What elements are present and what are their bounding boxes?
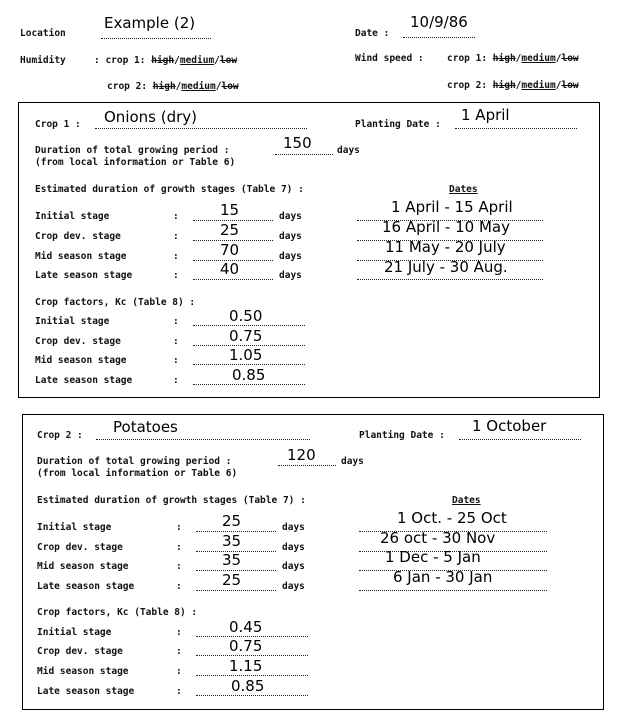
crop1-name: Onions (dry) [104, 108, 198, 126]
crop2-duration-unit: days [341, 456, 364, 467]
crop1-days-line [193, 279, 273, 280]
crop1-kc-line [193, 364, 305, 365]
crop1-colon: : [173, 211, 179, 222]
crop1-colon: : [173, 270, 179, 281]
date-line [403, 37, 475, 38]
crop1-kc-value: 1.05 [229, 346, 263, 364]
crop1-name-line [95, 128, 307, 129]
crop1-stage-dates: 16 April - 10 May [382, 218, 510, 236]
crop2-name: Potatoes [113, 418, 178, 436]
crop2-colon: : [176, 561, 182, 572]
humidity-crop2: crop 2: high/medium/low [107, 81, 239, 92]
date-label: Date : [355, 28, 390, 39]
wind-label: Wind speed : [355, 53, 424, 64]
crop1-stage-label: Late season stage [35, 270, 133, 281]
location-value: Example (2) [104, 14, 196, 32]
crop1-duration-label: Duration of total growing period : [35, 145, 230, 156]
crop1-label: Crop 1 : [35, 119, 81, 130]
humidity-crop1: : crop 1: high/medium/low [94, 55, 238, 66]
crop1-kc-label: Late season stage [35, 375, 133, 386]
crop2-stage-days: 35 [222, 532, 242, 550]
crop1-kc-line [193, 325, 305, 326]
crop1-stage-days: 15 [220, 201, 240, 219]
crop1-stage-days: 40 [220, 260, 240, 278]
crop1-days-unit: days [279, 251, 302, 262]
crop2-stage-label: Late season stage [37, 581, 135, 592]
crop2-stage-dates: 6 Jan - 30 Jan [393, 568, 493, 586]
crop2-colon: : [176, 627, 182, 638]
crop2-duration-label: Duration of total growing period : [37, 456, 232, 467]
crop1-colon: : [173, 355, 179, 366]
crop1-duration-value: 150 [283, 134, 312, 152]
crop1-kc-value: 0.50 [229, 307, 263, 325]
crop2-colon: : [176, 686, 182, 697]
crop2-days-unit: days [282, 522, 305, 533]
crop2-planting-line [459, 439, 581, 440]
crop2-stage-label: Crop dev. stage [37, 542, 123, 553]
crop1-stage-dates: 1 April - 15 April [391, 198, 513, 216]
crop2-stage-dates: 1 Dec - 5 Jan [385, 548, 481, 566]
crop2-kc-value: 0.45 [229, 618, 263, 636]
crop1-duration-unit: days [337, 145, 360, 156]
crop2-label: Crop 2 : [37, 430, 83, 441]
crop1-stage-days: 25 [220, 221, 240, 239]
location-line [101, 38, 211, 39]
crop2-dates-heading: Dates [452, 495, 481, 506]
crop2-kc-label: Mid season stage [37, 666, 129, 677]
crop2-duration-note: (from local information or Table 6) [37, 468, 238, 479]
crop1-days-unit: days [279, 270, 302, 281]
crop2-days-unit: days [282, 542, 305, 553]
crop2-name-line [96, 439, 310, 440]
crop1-kc-line [193, 384, 305, 385]
crop2-days-line [196, 590, 276, 591]
crop1-kc-label: Mid season stage [35, 355, 127, 366]
crop1-colon: : [173, 375, 179, 386]
crop1-kc-value: 0.75 [229, 327, 263, 345]
crop1-duration-note: (from local information or Table 6) [35, 157, 236, 168]
crop1-kc-label: Initial stage [35, 316, 110, 327]
crop1-kc-heading: Crop factors, Kc (Table 8) : [35, 297, 196, 308]
crop2-days-unit: days [282, 561, 305, 572]
wind-crop1: crop 1: high/medium/low [447, 53, 579, 64]
crop1-dates-heading: Dates [449, 184, 478, 195]
wind-crop2: crop 2: high/medium/low [447, 80, 579, 91]
crop1-kc-value: 0.85 [232, 366, 266, 384]
crop1-colon: : [173, 231, 179, 242]
crop2-planting-label: Planting Date : [359, 430, 445, 441]
crop2-duration-line [278, 465, 336, 466]
crop2-kc-line [196, 695, 308, 696]
crop2-kc-value: 1.15 [229, 657, 263, 675]
crop1-stage-days: 70 [220, 241, 240, 259]
crop2-stage-days: 25 [222, 512, 242, 530]
crop2-dates-line [359, 590, 547, 591]
crop2-days-unit: days [282, 581, 305, 592]
crop2-kc-line [196, 655, 308, 656]
crop1-stage-label: Crop dev. stage [35, 231, 121, 242]
crop1-colon: : [173, 251, 179, 262]
crop1-planting-label: Planting Date : [355, 119, 441, 130]
crop2-duration-value: 120 [287, 446, 316, 464]
crop2-stages-heading: Estimated duration of growth stages (Table 7) : [37, 495, 306, 506]
crop2-kc-label: Crop dev. stage [37, 646, 123, 657]
crop2-stage-days: 25 [222, 571, 242, 589]
crop1-days-unit: days [279, 211, 302, 222]
humidity-label: Humidity [20, 55, 66, 66]
crop1-colon: : [173, 336, 179, 347]
crop2-colon: : [176, 646, 182, 657]
crop1-stages-heading: Estimated duration of growth stages (Table 7) : [35, 184, 304, 195]
crop2-stage-label: Mid season stage [37, 561, 129, 572]
crop2-stage-label: Initial stage [37, 522, 112, 533]
crop1-planting-line [455, 128, 577, 129]
crop1-dates-line [357, 279, 543, 280]
crop1-stage-label: Initial stage [35, 211, 110, 222]
crop1-kc-label: Crop dev. stage [35, 336, 121, 347]
crop2-planting-value: 1 October [472, 417, 547, 435]
crop2-colon: : [176, 522, 182, 533]
crop2-kc-line [196, 675, 308, 676]
crop1-planting-value: 1 April [461, 106, 510, 124]
crop2-colon: : [176, 666, 182, 677]
crop2-kc-value: 0.75 [229, 637, 263, 655]
crop1-stage-dates: 11 May - 20 July [385, 238, 506, 256]
crop2-kc-heading: Crop factors, Kc (Table 8) : [37, 607, 198, 618]
date-value: 10/9/86 [410, 13, 468, 31]
crop1-stage-dates: 21 July - 30 Aug. [384, 258, 508, 276]
crop2-kc-label: Initial stage [37, 627, 112, 638]
crop2-stage-dates: 26 oct - 30 Nov [380, 529, 496, 547]
crop2-kc-label: Late season stage [37, 686, 135, 697]
crop2-kc-value: 0.85 [231, 677, 265, 695]
crop1-colon: : [173, 316, 179, 327]
location-label: Location [20, 28, 66, 39]
crop2-colon: : [176, 542, 182, 553]
crop2-colon: : [176, 581, 182, 592]
crop2-stage-days: 35 [222, 551, 242, 569]
crop1-days-unit: days [279, 231, 302, 242]
crop1-duration-line [275, 154, 333, 155]
crop2-stage-dates: 1 Oct. - 25 Oct [397, 509, 507, 527]
crop1-stage-label: Mid season stage [35, 251, 127, 262]
